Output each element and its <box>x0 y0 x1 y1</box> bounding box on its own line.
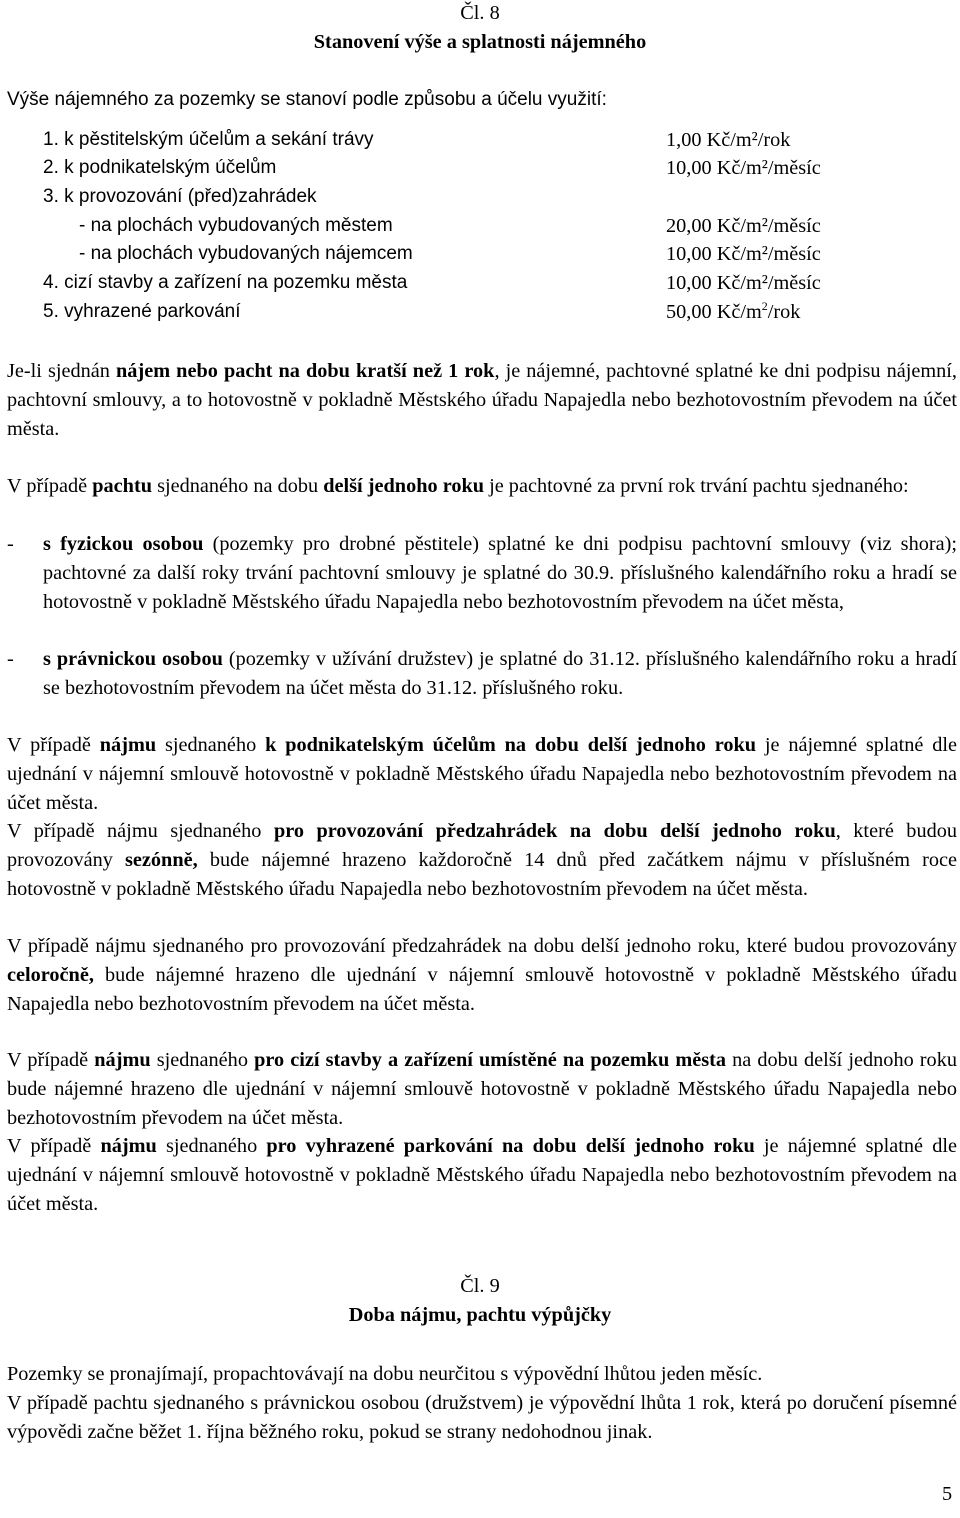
rate-item-price: 10,00 Kč/m²/měsíc <box>666 272 821 294</box>
paragraph-short-term-payment: Je-li sjednán nájem nebo pacht na dobu kratší než 1 rok, je nájemné, pachtovné splatné ke dni podpisu nájemní, pachtovní smlouvy, a to hotovostně v pokladně Městského úřadu Napajedla nebo bezhotovostním převodem na účet města. <box>7 360 957 440</box>
article-9-title: Doba nájmu, pachtu výpůjčky <box>348 1304 612 1326</box>
rate-item-price: 10,00 Kč/m²/měsíc <box>666 157 821 179</box>
bullet-natural-person: - s fyzickou osobou (pozemky pro drobné pěstitele) splatné ke dni podpisu pachtovní smlouvy (viz shora); pachtovné za další roky trvání pachtovní smlouvy je splatné do 30.9. příslušného kalendářního roku a hradí se hotovostně v pokladně Městského úřadu Napajedla nebo bezhotovostním převodem na účet města, <box>7 533 957 613</box>
rate-item-price: 10,00 Kč/m²/měsíc <box>666 243 821 265</box>
paragraph-indefinite-term: Pozemky se pronajímají, propachtovávají na dobu neurčitou s výpovědní lhůtou jeden měsíc. <box>7 1363 763 1385</box>
article-9-number: Čl. 9 <box>460 1275 500 1297</box>
article-8-title: Stanovení výše a splatnosti nájemného <box>313 31 647 53</box>
rate-item-label: 5. vyhrazené parkování <box>43 301 241 322</box>
paragraph-reserved-parking: V případě nájmu sjednaného pro vyhrazené parkování na dobu delší jednoho roku je nájemné splatné dle ujednání v nájemní smlouvě hotovostně v pokladně Městského úřadu Napajedla nebo bezhotovostním převodem na účet města. <box>7 1135 957 1215</box>
rate-item-label: 1. k pěstitelským účelům a sekání trávy <box>43 129 374 150</box>
rates-intro: Výše nájemného za pozemky se stanoví podle způsobu a účelu využití: <box>7 89 607 110</box>
bullet-legal-person: - s právnickou osobou (pozemky v užívání družstev) je splatné do 31.12. příslušného kalendářního roku a hradí se bezhotovostním převodem na účet města do 31.12. příslušného roku. <box>7 648 957 699</box>
rate-subitem-label: - na plochách vybudovaných nájemcem <box>79 243 413 264</box>
page-number: 5 <box>942 1483 953 1505</box>
rate-item-label: 2. k podnikatelským účelům <box>43 157 277 178</box>
rate-item-label: 3. k provozování (před)zahrádek <box>43 186 317 207</box>
paragraph-business-lease: V případě nájmu sjednaného k podnikatelským účelům na dobu delší jednoho roku je nájemné splatné dle ujednání v nájemní smlouvě hotovostně v pokladně Městského úřadu Napajedla nebo bezhotovostním převodem na účet města. <box>7 734 957 814</box>
paragraph-seasonal-garden: V případě nájmu sjednaného pro provozování předzahrádek na dobu delší jednoho roku, které budou provozovány sezónně, bude nájemné hrazeno každoročně 14 dnů před začátkem nájmu v příslušném roce hotovostně v pokladně Městského úřadu Napajedla nebo bezhotovostním převodem na účet města. <box>7 820 958 900</box>
rate-item-price: 50,00 $Kč/m^2$/rok <box>666 299 801 323</box>
rate-item-label: 4. cizí stavby a zařízení na pozemku města <box>43 272 408 293</box>
rate-item-price: 20,00 Kč/m²/měsíc <box>666 215 821 237</box>
paragraph-pacht-long-term: V případě pachtu sjednaného na dobu delší jednoho roku je pachtovné za první rok trvání pachtu sjednaného: <box>7 475 909 497</box>
paragraph-notice-period: V případě pachtu sjednaného s právnickou osobou (družstvem) je výpovědní lhůta 1 rok, která po doručení písemné výpovědi začne běžet 1. října běžného roku, pokud se strany nedohodnou jinak. <box>7 1392 957 1443</box>
paragraph-yearround-garden: V případě nájmu sjednaného pro provozování předzahrádek na dobu delší jednoho roku, které budou provozovány celoročně, bude nájemné hrazeno dle ujednání v nájemní smlouvě hotovostně v pokladně Městského úřadu Napajedla nebo bezhotovostním převodem na účet města. <box>7 935 957 1015</box>
article-8-number: Čl. 8 <box>460 2 500 24</box>
rate-item-price: 1,00 Kč/m²/rok <box>666 129 791 151</box>
rate-subitem-label: - na plochách vybudovaných městem <box>79 215 393 236</box>
paragraph-foreign-structures: V případě nájmu sjednaného pro cizí stavby a zařízení umístěné na pozemku města na dobu delší jednoho roku bude nájemné hrazeno dle ujednání v nájemní smlouvě hotovostně v pokladně Městského úřadu Napajedla nebo bezhotovostním převodem na účet města. <box>7 1049 957 1129</box>
